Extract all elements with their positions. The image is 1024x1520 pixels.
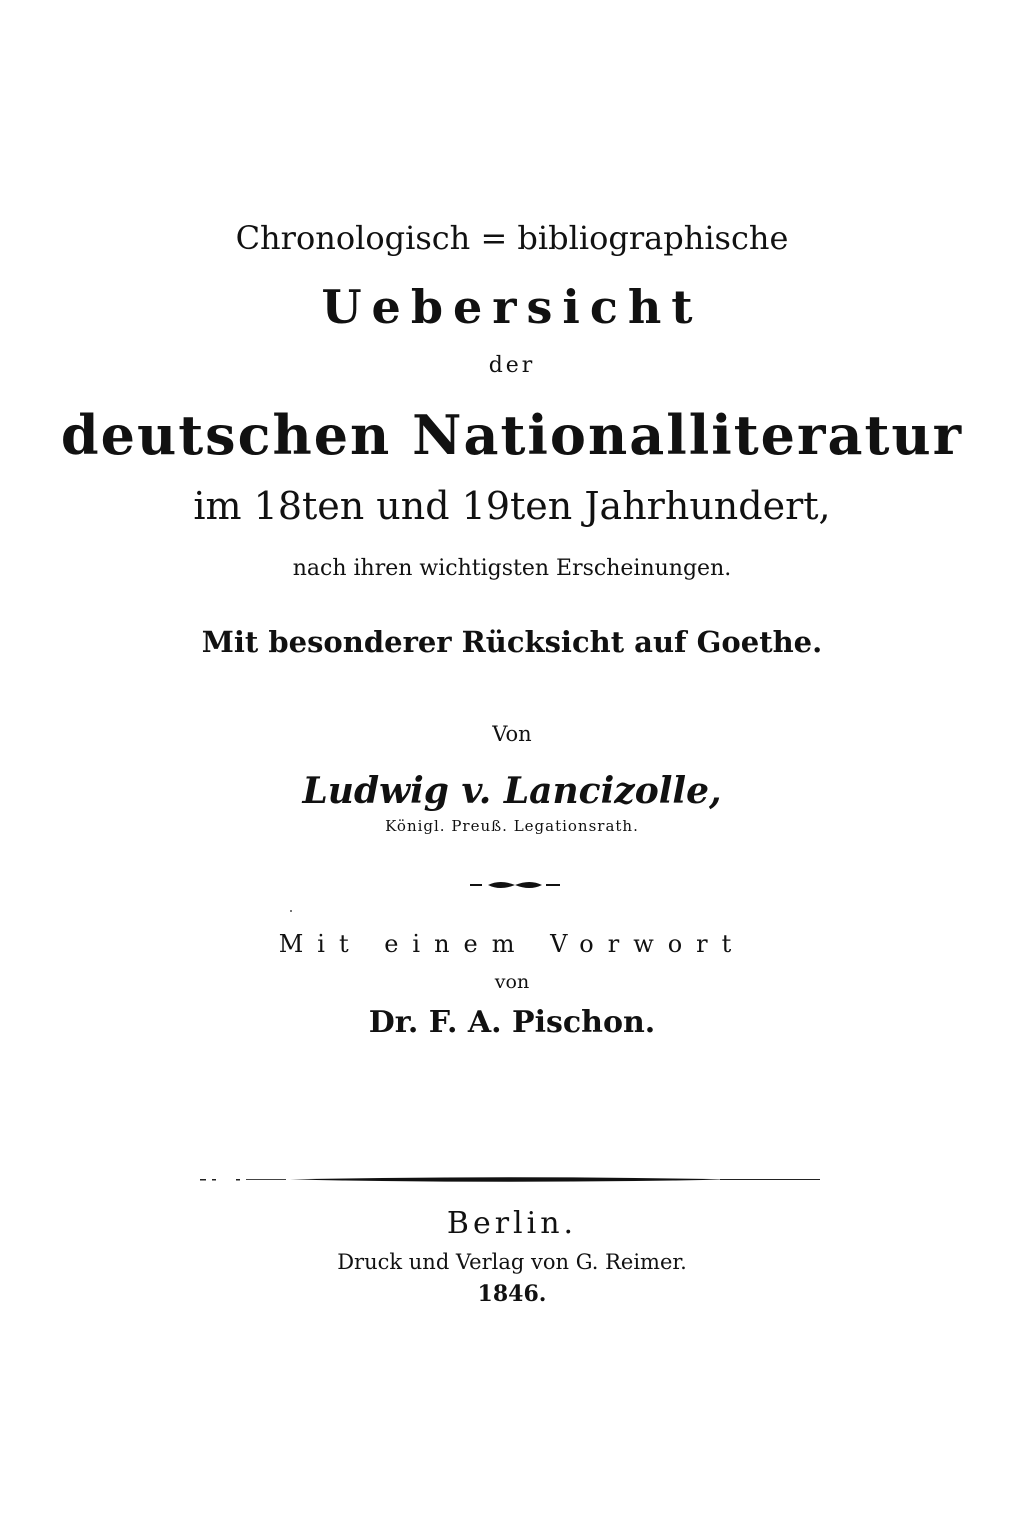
- author-name: Ludwig v. Lancizolle,: [302, 770, 722, 812]
- subtitle-goethe: Mit besonderer Rücksicht auf Goethe.: [201, 625, 823, 659]
- subtitle-jahrhundert: im 18ten und 19ten Jahrhundert,: [193, 484, 831, 528]
- title-uebersicht: Uebersicht: [321, 280, 703, 334]
- subtitle-erscheinungen: nach ihren wichtigsten Erscheinungen.: [292, 556, 732, 581]
- subtitle-chronologisch: Chronologisch = bibliographische: [235, 219, 789, 257]
- author-title: Königl. Preuß. Legationsrath.: [385, 817, 639, 835]
- imprint-city: Berlin.: [446, 1206, 578, 1241]
- print-speck: [290, 910, 292, 912]
- imprint-publisher: Druck und Verlag von G. Reimer.: [337, 1250, 687, 1274]
- imprint-year: 1846.: [477, 1281, 547, 1307]
- ornament-divider: [470, 878, 560, 892]
- vorwort-label: Mit einem Vorwort: [278, 930, 746, 958]
- vorwort-author: Dr. F. A. Pischon.: [368, 1005, 656, 1040]
- byline-von: Von: [492, 722, 532, 746]
- connector-der: der: [488, 353, 536, 378]
- title-nationalliteratur: deutschen Nationalliteratur: [60, 403, 964, 467]
- imprint-rule: [200, 1174, 820, 1186]
- vorwort-von: von: [494, 971, 530, 993]
